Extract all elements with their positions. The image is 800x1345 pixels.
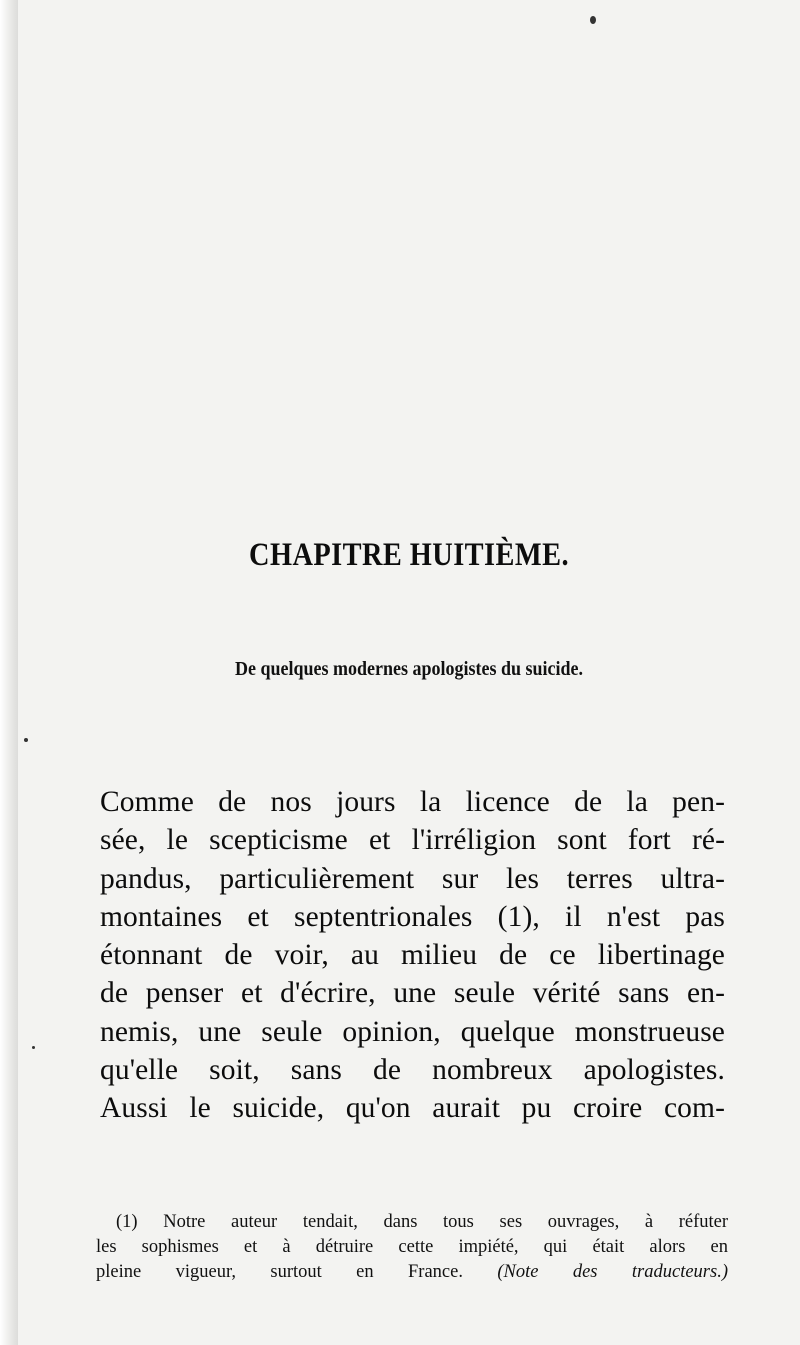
footnote-last-line (96, 1260, 728, 1285)
footnote (96, 1210, 728, 1285)
footnote-line: les sophismes et à détruire cette impiété, qui était alors en (96, 1237, 728, 1257)
body-line: sée, le scepticisme et l'irréligion sont fort ré- (100, 824, 725, 857)
footnote-attribution: (Note des traducteurs.) (497, 1262, 728, 1282)
body-line: montaines et septentrionales (1), il n'est pas (100, 900, 725, 933)
body-line: Comme de nos jours la licence de la pen- (100, 786, 725, 818)
body-line: pandus, particulièrement sur les terres ultra- (100, 862, 725, 895)
book-page (18, 0, 800, 1345)
chapter-subtitle: De quelques modernes apologistes du suicide. (234, 658, 584, 680)
body-line: de penser et d'écrire, une seule vérité sans en- (100, 977, 725, 1010)
ink-speck (590, 16, 596, 24)
ink-speck (24, 738, 28, 742)
footnote-line-text: pleine vigueur, surtout en France. (96, 1262, 463, 1282)
body-paragraph (100, 783, 725, 1128)
footnote-line: (1) Notre auteur tendait, dans tous ses ouvrages, à réfuter (116, 1212, 728, 1232)
body-line: qu'elle soit, sans de nombreux apologistes. (100, 1054, 725, 1087)
body-line: Aussi le suicide, qu'on aurait pu croire com- (100, 1092, 725, 1125)
bleed-through-texture (78, 150, 778, 862)
ink-speck (32, 1046, 35, 1049)
body-line: nemis, une seule opinion, quelque monstrueuse (100, 1015, 725, 1048)
page-left-edge (0, 0, 18, 1345)
chapter-title: CHAPITRE HUITIÈME. (249, 537, 569, 573)
body-line: étonnant de voir, au milieu de ce libertinage (100, 939, 725, 972)
